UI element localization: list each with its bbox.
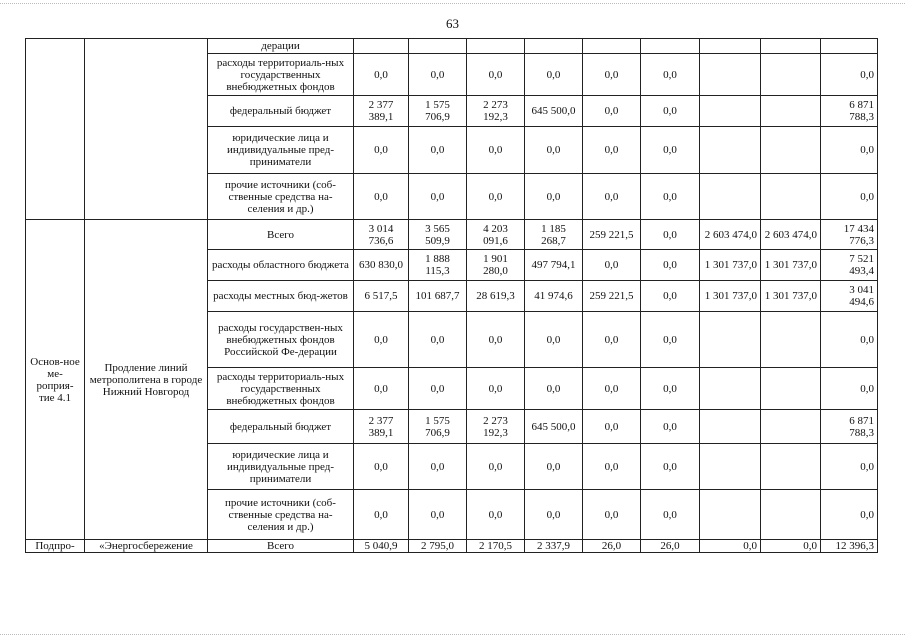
value-cell: 6 517,5 — [354, 281, 409, 312]
funding-source-cell: расходы государствен-ных внебюджетных фондов Российской Фе-дерации — [208, 312, 354, 368]
value-cell: 259 221,5 — [583, 281, 641, 312]
value-cell: 1 185 268,7 — [525, 220, 583, 250]
value-cell: 3 041 494,6 — [821, 281, 878, 312]
table-row — [26, 540, 878, 553]
value-cell: 0,0 — [525, 127, 583, 174]
funding-source-cell: расходы территориаль-ных государственных внебюджетных фондов — [208, 368, 354, 410]
value-cell: 0,0 — [821, 312, 878, 368]
value-cell: 0,0 — [467, 312, 525, 368]
value-cell — [700, 444, 761, 490]
value-cell: 0,0 — [583, 312, 641, 368]
funding-source-cell: Всего — [208, 540, 354, 553]
funding-source-cell: юридические лица и индивидуальные пред-приниматели — [208, 127, 354, 174]
value-cell: 0,0 — [354, 312, 409, 368]
budget-table — [25, 38, 878, 553]
value-cell: 0,0 — [583, 444, 641, 490]
value-cell: 6 871 788,3 — [821, 410, 878, 444]
value-cell — [761, 444, 821, 490]
value-cell — [761, 54, 821, 96]
value-cell: 2 603 474,0 — [700, 220, 761, 250]
name-cell: Продление линий метрополитена в городе Нижний Новгород — [85, 220, 208, 540]
value-cell — [700, 410, 761, 444]
value-cell: 2 337,9 — [525, 540, 583, 553]
page-number: 63 — [446, 16, 459, 31]
scan-edge-bottom — [0, 634, 905, 636]
value-cell: 0,0 — [467, 54, 525, 96]
value-cell: 6 871 788,3 — [821, 96, 878, 127]
value-cell: 0,0 — [583, 96, 641, 127]
name-cell: «Энергосбережение — [85, 540, 208, 553]
funding-source-cell: дерации — [208, 39, 354, 54]
value-cell — [761, 490, 821, 540]
value-cell: 0,0 — [409, 444, 467, 490]
value-cell: 41 974,6 — [525, 281, 583, 312]
value-cell: 0,0 — [467, 174, 525, 220]
value-cell: 0,0 — [583, 490, 641, 540]
value-cell: 0,0 — [641, 54, 700, 96]
value-cell: 0,0 — [641, 96, 700, 127]
value-cell: 0,0 — [467, 127, 525, 174]
value-cell: 2 377 389,1 — [354, 410, 409, 444]
value-cell: 0,0 — [641, 312, 700, 368]
funding-source-cell: прочие источники (соб-ственные средства на-селения и др.) — [208, 490, 354, 540]
value-cell: 26,0 — [641, 540, 700, 553]
value-cell: 0,0 — [354, 127, 409, 174]
value-cell: 12 396,3 — [821, 540, 878, 553]
value-cell: 645 500,0 — [525, 96, 583, 127]
value-cell: 1 301 737,0 — [700, 281, 761, 312]
funding-source-cell: прочие источники (соб-ственные средства на-селения и др.) — [208, 174, 354, 220]
value-cell: 259 221,5 — [583, 220, 641, 250]
name-cell — [85, 39, 208, 220]
value-cell — [761, 174, 821, 220]
value-cell: 0,0 — [821, 368, 878, 410]
value-cell: 0,0 — [409, 54, 467, 96]
value-cell: 497 794,1 — [525, 250, 583, 281]
value-cell: 3 014 736,6 — [354, 220, 409, 250]
value-cell: 3 565 509,9 — [409, 220, 467, 250]
funding-source-cell: расходы местных бюд-жетов — [208, 281, 354, 312]
value-cell: 2 273 192,3 — [467, 96, 525, 127]
value-cell — [761, 96, 821, 127]
table-row — [26, 39, 878, 54]
value-cell: 0,0 — [467, 490, 525, 540]
value-cell: 0,0 — [354, 444, 409, 490]
value-cell: 0,0 — [821, 444, 878, 490]
value-cell — [641, 39, 700, 54]
value-cell: 1 575 706,9 — [409, 96, 467, 127]
value-cell: 0,0 — [583, 250, 641, 281]
value-cell: 0,0 — [821, 127, 878, 174]
value-cell: 0,0 — [467, 444, 525, 490]
funding-source-cell: федеральный бюджет — [208, 96, 354, 127]
value-cell: 0,0 — [409, 174, 467, 220]
funding-source-cell: Всего — [208, 220, 354, 250]
value-cell — [700, 174, 761, 220]
measure-cell: Основ-ное ме-роприя-тие 4.1 — [26, 220, 85, 540]
measure-cell: Подпро- — [26, 540, 85, 553]
value-cell — [525, 39, 583, 54]
value-cell: 0,0 — [821, 490, 878, 540]
value-cell: 630 830,0 — [354, 250, 409, 281]
value-cell: 0,0 — [583, 410, 641, 444]
value-cell: 0,0 — [821, 174, 878, 220]
value-cell: 5 040,9 — [354, 540, 409, 553]
value-cell: 0,0 — [583, 174, 641, 220]
value-cell: 0,0 — [409, 490, 467, 540]
value-cell: 0,0 — [583, 368, 641, 410]
value-cell: 1 301 737,0 — [761, 281, 821, 312]
value-cell: 4 203 091,6 — [467, 220, 525, 250]
value-cell — [761, 39, 821, 54]
value-cell — [700, 490, 761, 540]
value-cell — [700, 96, 761, 127]
value-cell: 17 434 776,3 — [821, 220, 878, 250]
value-cell: 0,0 — [525, 368, 583, 410]
value-cell — [467, 39, 525, 54]
value-cell: 0,0 — [409, 127, 467, 174]
value-cell: 0,0 — [525, 54, 583, 96]
value-cell: 0,0 — [354, 174, 409, 220]
value-cell: 0,0 — [641, 250, 700, 281]
value-cell — [354, 39, 409, 54]
value-cell: 7 521 493,4 — [821, 250, 878, 281]
value-cell: 0,0 — [525, 174, 583, 220]
value-cell: 0,0 — [583, 54, 641, 96]
value-cell: 0,0 — [700, 540, 761, 553]
value-cell — [583, 39, 641, 54]
value-cell: 0,0 — [641, 127, 700, 174]
value-cell: 0,0 — [525, 444, 583, 490]
value-cell: 0,0 — [409, 368, 467, 410]
value-cell: 1 575 706,9 — [409, 410, 467, 444]
value-cell: 0,0 — [525, 490, 583, 540]
value-cell: 1 901 280,0 — [467, 250, 525, 281]
value-cell: 0,0 — [583, 127, 641, 174]
value-cell: 0,0 — [354, 54, 409, 96]
funding-source-cell: расходы территориаль-ных государственных внебюджетных фондов — [208, 54, 354, 96]
value-cell: 0,0 — [409, 312, 467, 368]
value-cell: 2 170,5 — [467, 540, 525, 553]
value-cell — [700, 54, 761, 96]
value-cell: 0,0 — [641, 444, 700, 490]
value-cell: 0,0 — [761, 540, 821, 553]
value-cell: 2 795,0 — [409, 540, 467, 553]
value-cell: 0,0 — [525, 312, 583, 368]
value-cell — [700, 312, 761, 368]
value-cell: 28 619,3 — [467, 281, 525, 312]
value-cell: 0,0 — [354, 490, 409, 540]
value-cell: 645 500,0 — [525, 410, 583, 444]
value-cell — [700, 368, 761, 410]
value-cell — [761, 368, 821, 410]
value-cell: 0,0 — [354, 368, 409, 410]
value-cell: 0,0 — [641, 490, 700, 540]
value-cell: 0,0 — [641, 174, 700, 220]
value-cell: 2 377 389,1 — [354, 96, 409, 127]
measure-cell — [26, 39, 85, 220]
value-cell: 1 888 115,3 — [409, 250, 467, 281]
value-cell: 101 687,7 — [409, 281, 467, 312]
value-cell — [821, 39, 878, 54]
value-cell: 0,0 — [467, 368, 525, 410]
value-cell: 26,0 — [583, 540, 641, 553]
value-cell — [700, 39, 761, 54]
funding-source-cell: расходы областного бюджета — [208, 250, 354, 281]
value-cell — [761, 312, 821, 368]
value-cell: 0,0 — [641, 220, 700, 250]
value-cell: 2 273 192,3 — [467, 410, 525, 444]
value-cell: 1 301 737,0 — [700, 250, 761, 281]
value-cell: 0,0 — [641, 410, 700, 444]
value-cell — [761, 410, 821, 444]
funding-source-cell: юридические лица и индивидуальные пред-приниматели — [208, 444, 354, 490]
value-cell: 1 301 737,0 — [761, 250, 821, 281]
value-cell — [700, 127, 761, 174]
value-cell: 0,0 — [641, 281, 700, 312]
value-cell: 0,0 — [641, 368, 700, 410]
funding-source-cell: федеральный бюджет — [208, 410, 354, 444]
scan-edge-top — [0, 3, 905, 5]
value-cell — [761, 127, 821, 174]
value-cell — [409, 39, 467, 54]
value-cell: 2 603 474,0 — [761, 220, 821, 250]
value-cell: 0,0 — [821, 54, 878, 96]
table-row — [26, 220, 878, 250]
